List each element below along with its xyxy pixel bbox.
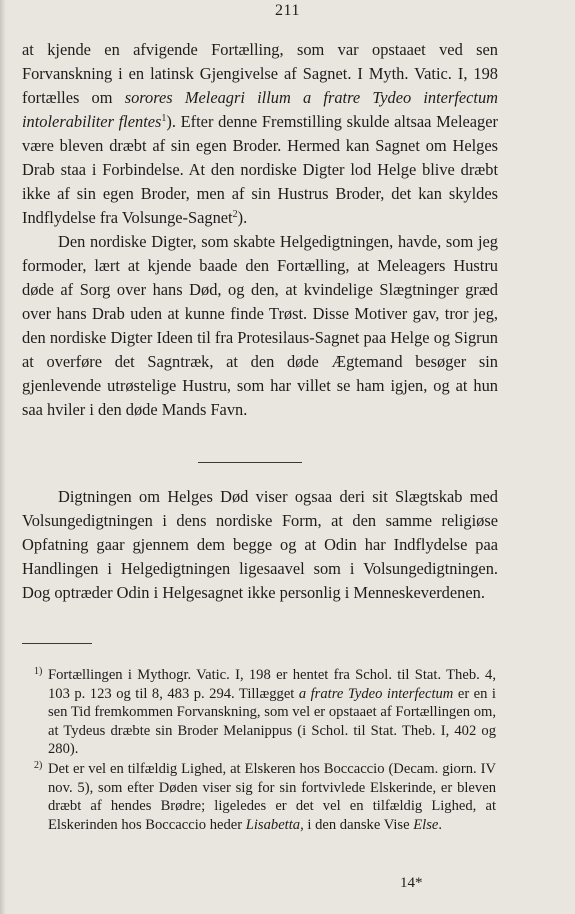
footnote-rule bbox=[22, 643, 92, 644]
body-text bbox=[22, 38, 498, 422]
text-run: Digtningen om Helges Død viser ogsaa deri sit Slægtskab med Volsungedigtningen i dens nordiske Form, at den samme religiøse Opfatning gaar gjennem dem begge og at Odin har Indflydelse paa Handlingen i Helgedigtningen ligesaavel som i Volsungedigtningen. Dog optræder Odin i Helgesagnet ikke personlig i Menneskeverdenen. bbox=[22, 487, 498, 602]
page-edge bbox=[0, 0, 6, 914]
paragraph-3 bbox=[22, 485, 498, 605]
text-run: Den nordiske Digter, som skabte Helgedigtningen, havde, som jeg formoder, lært at kjende baade den Fortælling, at Meleagers Hustru døde af Sorg over hans Død, og den, at kvindelige Slægtninger græd over hans Drab uden at kunne finde Trøst. Disse Motiver gav, tror jeg, den nordiske Digter Ideen til fra Protesilaus-Sagnet paa Helge og Sigrun at overføre det Sagntræk, at den døde Ægtemand besøger sin gjenlevende utrøstelige Hustru, som har villet se ham igjen, og at hun saa hviler i den døde Mands Favn. bbox=[22, 232, 498, 419]
footnote-ref: 2 bbox=[232, 209, 238, 220]
paragraph-1 bbox=[22, 38, 498, 230]
text-run: at kjende en afvigende Fortælling, som var opstaaet ved sen Forvanskning i en latinsk Gjengivelse af Sagnet. I Myth. Vatic. I, 198 fortælles om bbox=[22, 40, 498, 107]
text-run: Fortællingen i Mythogr. Vatic. I, 198 er hentet fra Schol. til Stat. Theb. 4, 103 p. 123 og til 8, 483 p. 294. Tillægget bbox=[48, 667, 496, 702]
text-run: Det er vel en tilfældig Lighed, at Elskeren hos Boccaccio (Decam. giorn. IV nov. 5), som efter Døden viser sig for sin fortvivlede Elskerinde, er bleven dræbt af hendes Brødre; ligeledes er det vel en tilfældig Lighed, at Elskerinden hos Boccaccio heder bbox=[48, 760, 496, 833]
text-run: ). bbox=[237, 208, 248, 227]
footnotes bbox=[34, 666, 496, 835]
footnote-marker: 1) bbox=[34, 666, 43, 677]
italic-text: a fratre Tydeo interfectum bbox=[298, 685, 454, 702]
italic-text: Lisabetta bbox=[245, 816, 301, 833]
footnote-ref: 1 bbox=[161, 113, 167, 124]
footnote-marker: 2) bbox=[34, 759, 43, 771]
italic-text: sorores Meleagri illum a fratre Tydeo interfectum intolerabiliter flentes bbox=[22, 88, 499, 131]
text-run: ). Efter denne Fremstilling skulde altsaa Meleager være bleven dræbt af sin egen Broder. Hermed kan Sagnet om Helges Drab staa i Forbindelse. At den nordiske Digter lod Helge blive dræbt ikke af sin egen Broder, men af sin Hustrus Broder, det kan skyldes Indflydelse fra Volsunge-Sagnet bbox=[22, 112, 498, 227]
text-run: . bbox=[438, 816, 443, 833]
text-run: , i den danske Vise bbox=[300, 816, 414, 833]
section-divider bbox=[198, 462, 302, 463]
footnote-1 bbox=[34, 666, 496, 759]
text-run: er en i sen Tid fremkommen Forvanskning, som vel er opstaaet af Fortællingen om, at Tydeus dræbte sin Broder Melanippus (i Schol. til Stat. Theb. I, 402 og 280). bbox=[48, 685, 496, 758]
page-number: 211 bbox=[275, 2, 300, 19]
footnote-2 bbox=[34, 760, 496, 834]
signature-mark: 14* bbox=[400, 875, 423, 891]
paragraph-2 bbox=[22, 230, 498, 422]
italic-text: Else bbox=[413, 816, 439, 833]
